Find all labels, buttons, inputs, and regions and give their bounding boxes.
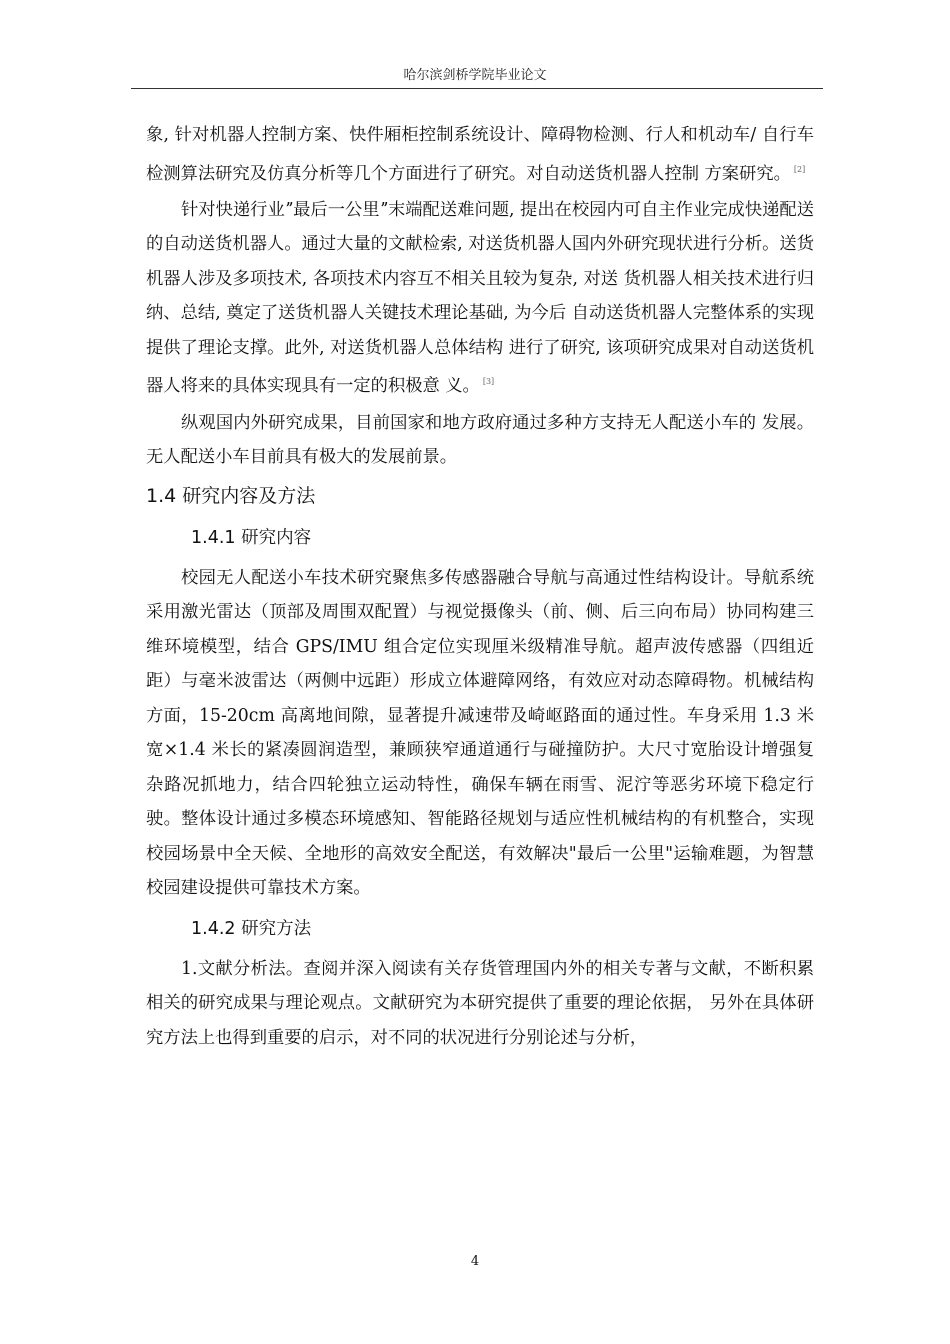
section-heading: 1.4 研究内容及方法 (146, 484, 316, 507)
paragraph-text: 象, 针对机器人控制方案、快件厢柜控制系统设计、障碍物检测、行人和机动车/ 自行车检测算法研究及仿真分析等几个方面进行了研究。对自动送货机器人控制 方案研究。 (146, 125, 814, 184)
body-paragraph (146, 118, 814, 191)
page-header-title: 哈尔滨剑桥学院毕业论文 (403, 68, 547, 83)
citation-marker: [3] (482, 377, 495, 387)
page-number: 4 (470, 1254, 480, 1269)
body-paragraph (146, 406, 814, 475)
citation-marker: [2] (793, 164, 806, 174)
paragraph-text: 纵观国内外研究成果，目前国家和地方政府通过多种方支持无人配送小车的 发展。无人配送小车目前具有极大的发展前景。 (146, 412, 814, 468)
body-paragraph: 校园无人配送小车技术研究聚焦多传感器融合导航与高通过性结构设计。导航系统采用激光雷达（顶部及周围双配置）与视觉摄像头（前、侧、后三向布局）协同构建三维环境模型，结合 GPS/IMU 组合定位实现厘米级精准导航。超声波传感器（四组近距）与毫米波雷达（两侧中远距）形成立体避障网络，有效应对动态障碍物。机械结构方面，15-20cm 高离地间隙，显著提升减速带及崎岖路面的通过性。车身采用 1.3 米宽×1.4 米长的紧凑圆润造型，兼顾狭窄通道通行与碰撞防护。大尺寸宽胎设计增强复杂路况抓地力，结合四轮独立运动特性，确保车辆在雨雪、泥泞等恶劣环境下稳定行驶。整体设计通过多模态环境感知、智能路径规划与适应性机械结构的有机整合，实现校园场景中全天候、全地形的高效安全配送，有效解决"最后一公里"运输难题，为智慧校园建设提供可靠技术方案。 (146, 567, 814, 899)
subsection-heading: 1.4.1 研究内容 (191, 527, 312, 548)
subsection-heading: 1.4.2 研究方法 (191, 918, 312, 939)
document-body (146, 118, 814, 1055)
header-divider (131, 88, 823, 89)
paragraph-text: 针对快递行业ˮ最后一公里ˮ末端配送难问题, 提出在校园内可自主作业完成快递配送的自动送货机器人。通过大量的文献检索, 对送货机器人国内外研究现状进行分析。送货机器人涉及多项技术, 各项技术内容互不相关且较为复杂, 对送 货机器人相关技术进行归纳、总结, 奠定了送货机器人关键技术理论基础, 为今后 自动送货机器人完整体系的实现提供了理论支撑。此外, 对送货机器人总体结构 进行了研究, 该项研究成果对自动送货机器人将来的具体实现具有一定的积极意 义。 (146, 199, 814, 397)
body-paragraph: 1.文献分析法。查阅并深入阅读有关存货管理国内外的相关专著与文献，不断积累相关的研究成果与理论观点。文献研究为本研究提供了重要的理论依据， 另外在具体研究方法上也得到重要的启示，对不同的状况进行分别论述与分析， (146, 958, 814, 1048)
body-paragraph (146, 193, 814, 404)
